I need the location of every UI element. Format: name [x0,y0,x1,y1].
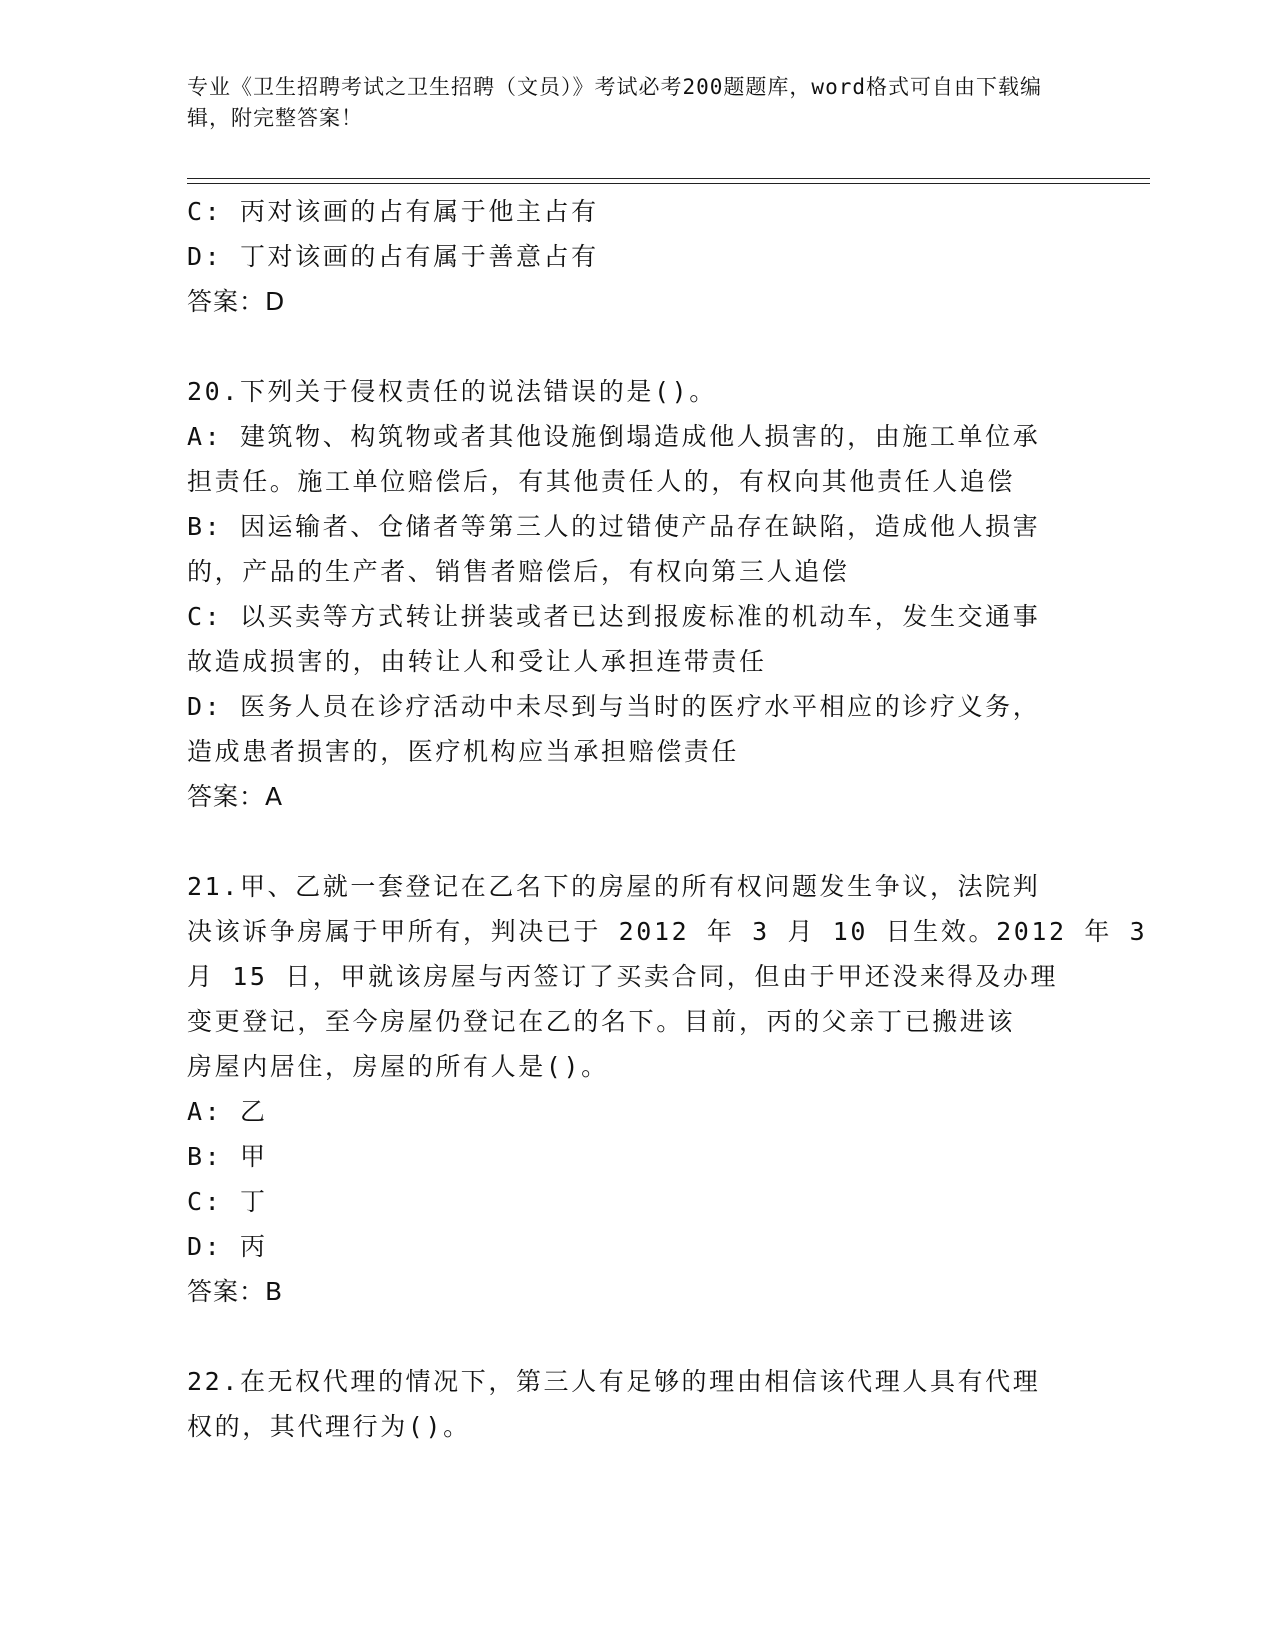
q20-answer: 答案：A [187,782,284,811]
question-content [187,189,1148,1449]
q21-option-a: A: 乙 [187,1097,268,1126]
q21-answer: 答案：B [187,1277,284,1306]
q19-answer: 答案：D [187,287,286,316]
q20-option-a-line2: 担责任。施工单位赔偿后，有其他责任人的，有权向其他责任人追偿 [187,467,1016,496]
q21-stem-line1: 21.甲、乙就一套登记在乙名下的房屋的所有权问题发生争议，法院判 [187,872,1041,901]
q21-stem-line3: 月 15 日，甲就该房屋与丙签订了买卖合同，但由于甲还没来得及办理 [187,962,1059,991]
q19-option-d: D: 丁对该画的占有属于善意占有 [187,242,599,271]
spacer [187,324,1087,369]
page-header: 专业《卫生招聘考试之卫生招聘（文员）》考试必考200题题库，word格式可自由下载编辑，附完整答案！ [187,75,1042,130]
header-rule-bottom [187,183,1150,184]
header-rule-top [187,178,1150,179]
q20-option-d-line2: 造成患者损害的，医疗机构应当承担赔偿责任 [187,737,740,766]
spacer [187,819,1087,864]
q21-stem-line5: 房屋内居住，房屋的所有人是()。 [187,1052,609,1081]
q19-option-c: C: 丙对该画的占有属于他主占有 [187,197,599,226]
q21-option-d: D: 丙 [187,1232,268,1261]
q20-option-c-line1: C: 以买卖等方式转让拼装或者已达到报废标准的机动车，发生交通事 [187,602,1041,631]
q21-option-b: B: 甲 [187,1142,268,1171]
q22-stem-line1: 22.在无权代理的情况下，第三人有足够的理由相信该代理人具有代理 [187,1367,1041,1396]
q20-option-d-line1: D: 医务人员在诊疗活动中未尽到与当时的医疗水平相应的诊疗义务， [187,692,1041,721]
q21-stem-line2: 决该诉争房属于甲所有，判决已于 2012 年 3 月 10 日生效。2012 年 3 [187,917,1148,946]
q20-option-a-line1: A: 建筑物、构筑物或者其他设施倒塌造成他人损害的，由施工单位承 [187,422,1041,451]
q20-option-b-line1: B: 因运输者、仓储者等第三人的过错使产品存在缺陷，造成他人损害 [187,512,1041,541]
spacer [187,1314,1087,1359]
q20-option-b-line2: 的，产品的生产者、销售者赔偿后，有权向第三人追偿 [187,557,850,586]
q21-option-c: C: 丁 [187,1187,268,1216]
q21-stem-line4: 变更登记，至今房屋仍登记在乙的名下。目前，丙的父亲丁已搬进该 [187,1007,1016,1036]
q20-option-c-line2: 故造成损害的，由转让人和受让人承担连带责任 [187,647,767,676]
q22-stem-line2: 权的，其代理行为()。 [187,1412,471,1441]
q20-stem: 20.下列关于侵权责任的说法错误的是()。 [187,377,717,406]
